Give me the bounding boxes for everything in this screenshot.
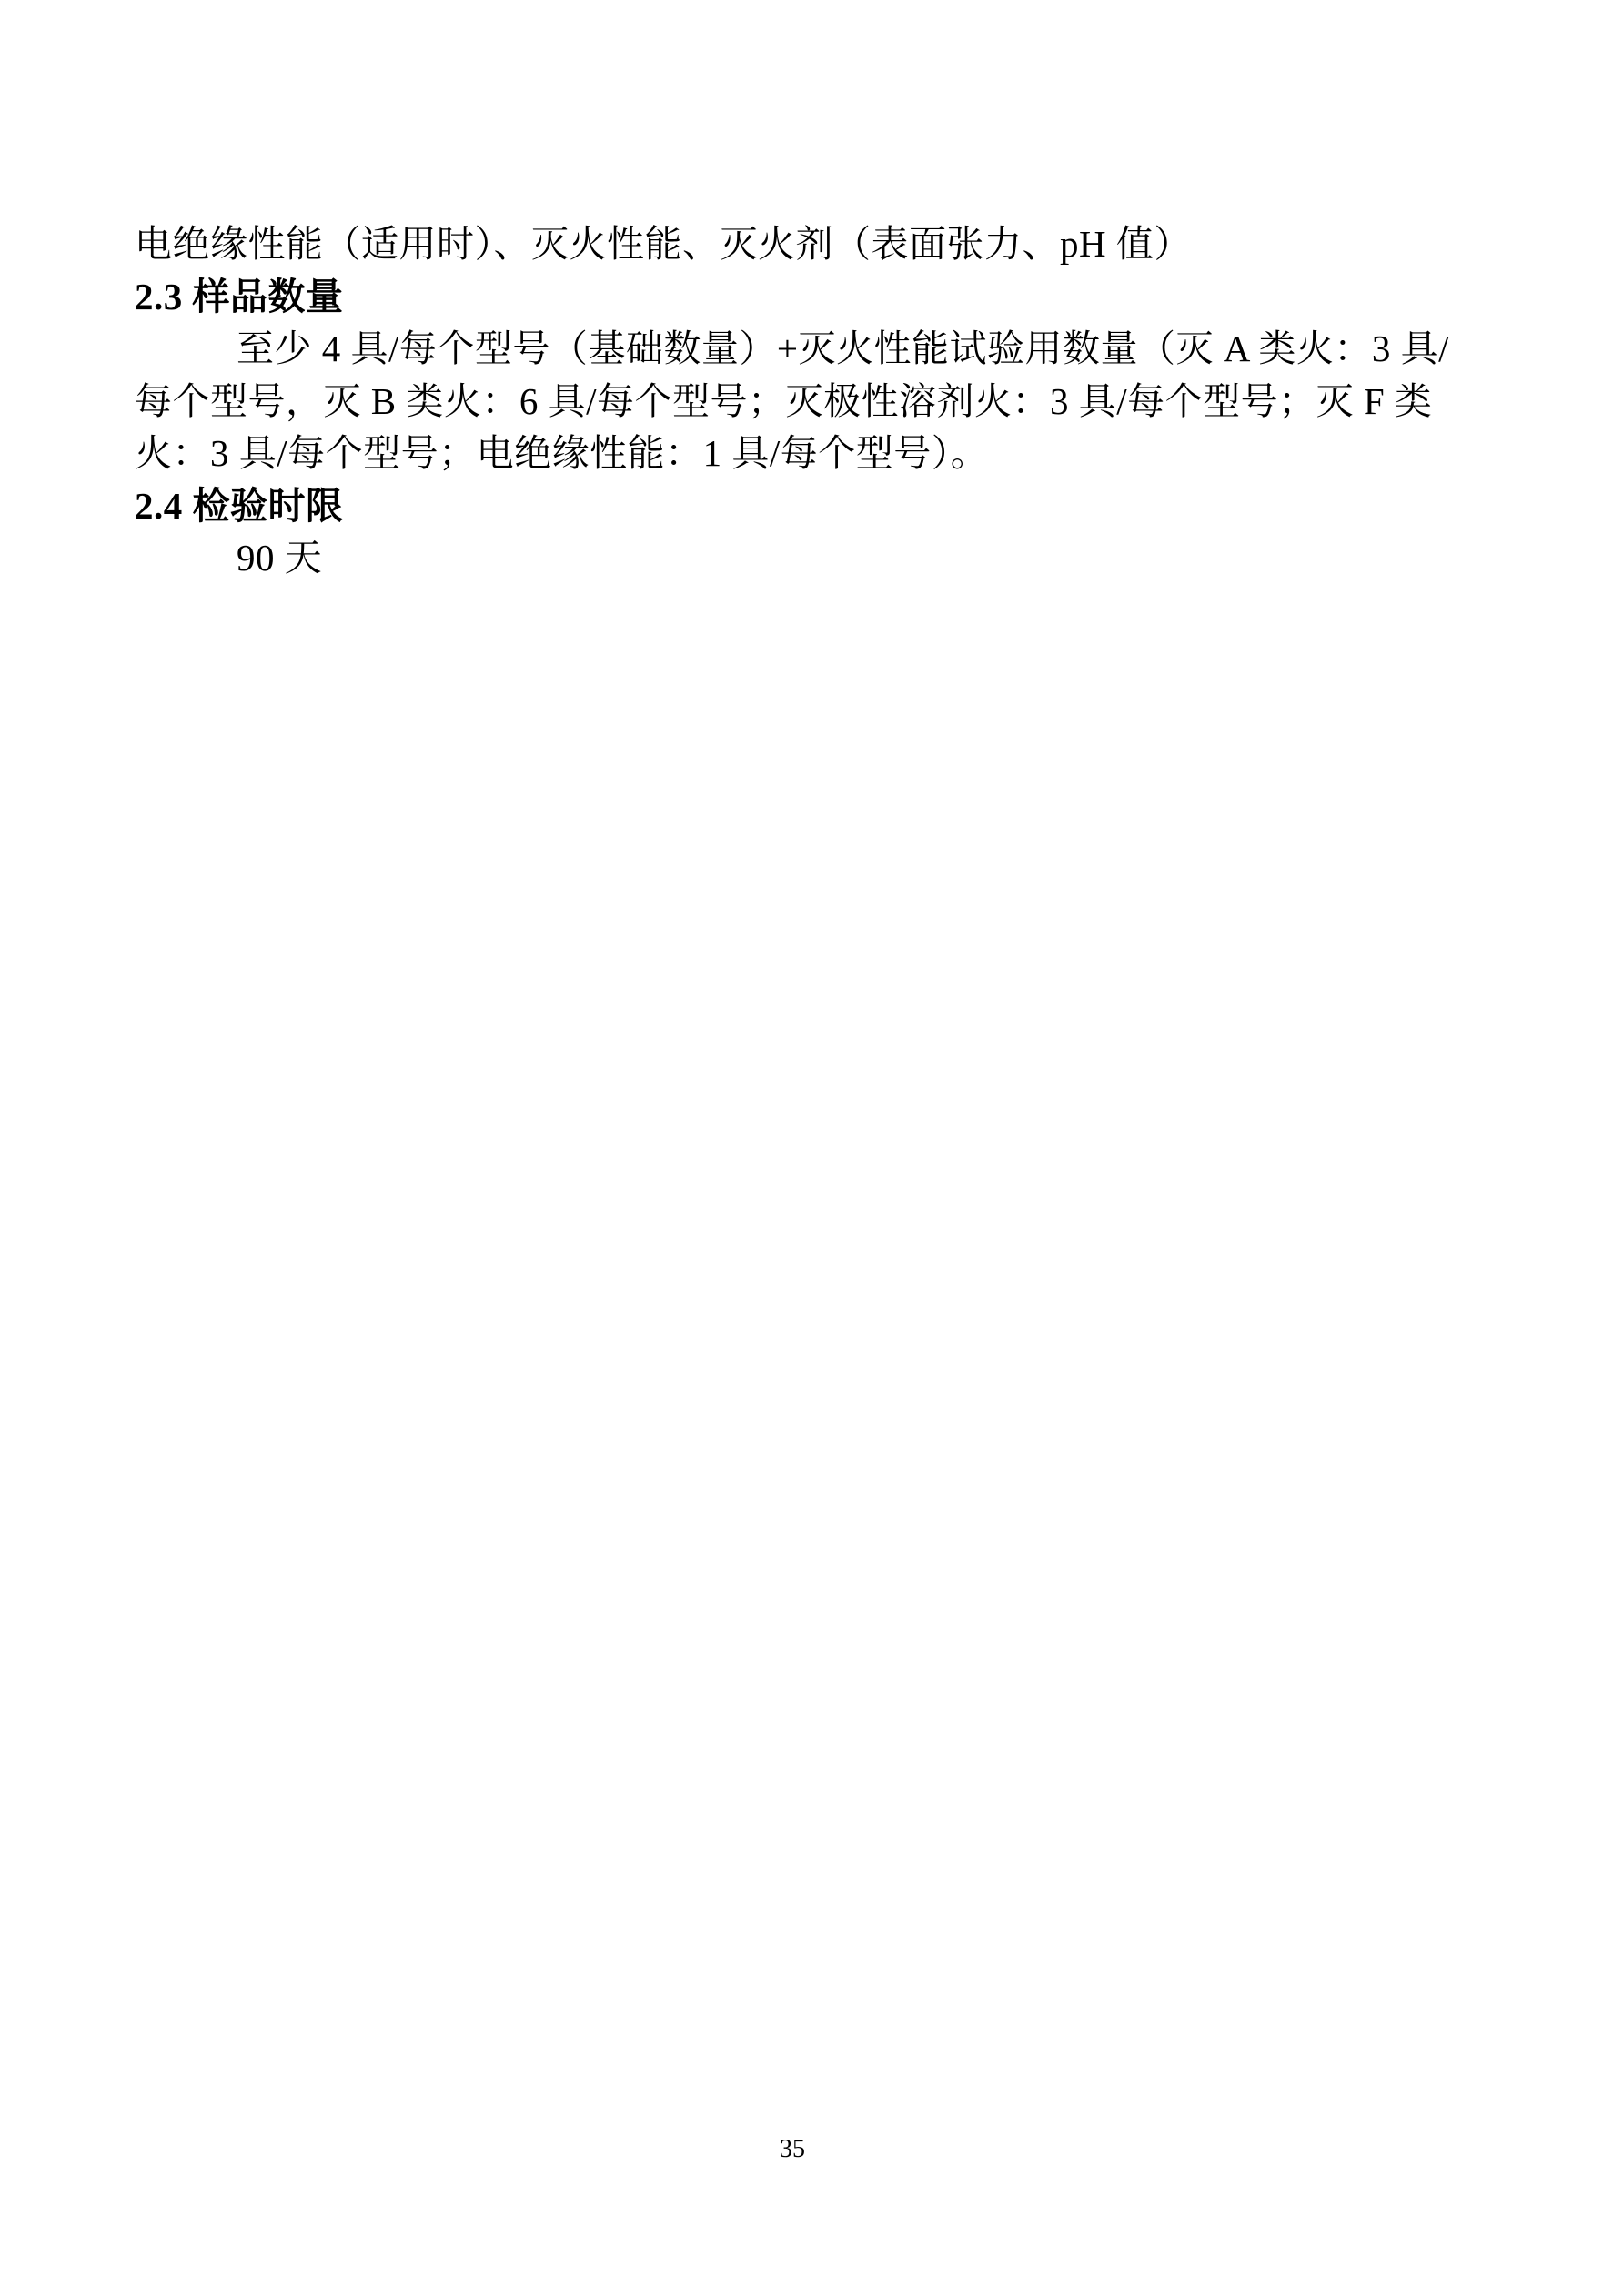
- page-number: 35: [780, 2135, 805, 2163]
- section-2-3-body-line-3: 火：3 具/每个型号；电绝缘性能：1 具/每个型号）。: [135, 432, 989, 474]
- document-content: [135, 218, 1488, 585]
- section-2-3-heading: 2.3 样品数量: [135, 275, 344, 317]
- section-2-3-body-line-2: 每个型号，灭 B 类火：6 具/每个型号；灭极性溶剂火：3 具/每个型号；灭 F 类: [135, 379, 1433, 422]
- section-2-4-body: 90 天: [237, 537, 323, 579]
- paragraph-intro: 电绝缘性能（适用时）、灭火性能、灭火剂（表面张力、pH 值）: [135, 223, 1192, 265]
- section-2-4-heading: 2.4 检验时限: [135, 484, 344, 527]
- section-2-3-body-line-1: 至少 4 具/每个型号（基础数量）+灭火性能试验用数量（灭 A 类火：3 具/: [237, 327, 1449, 369]
